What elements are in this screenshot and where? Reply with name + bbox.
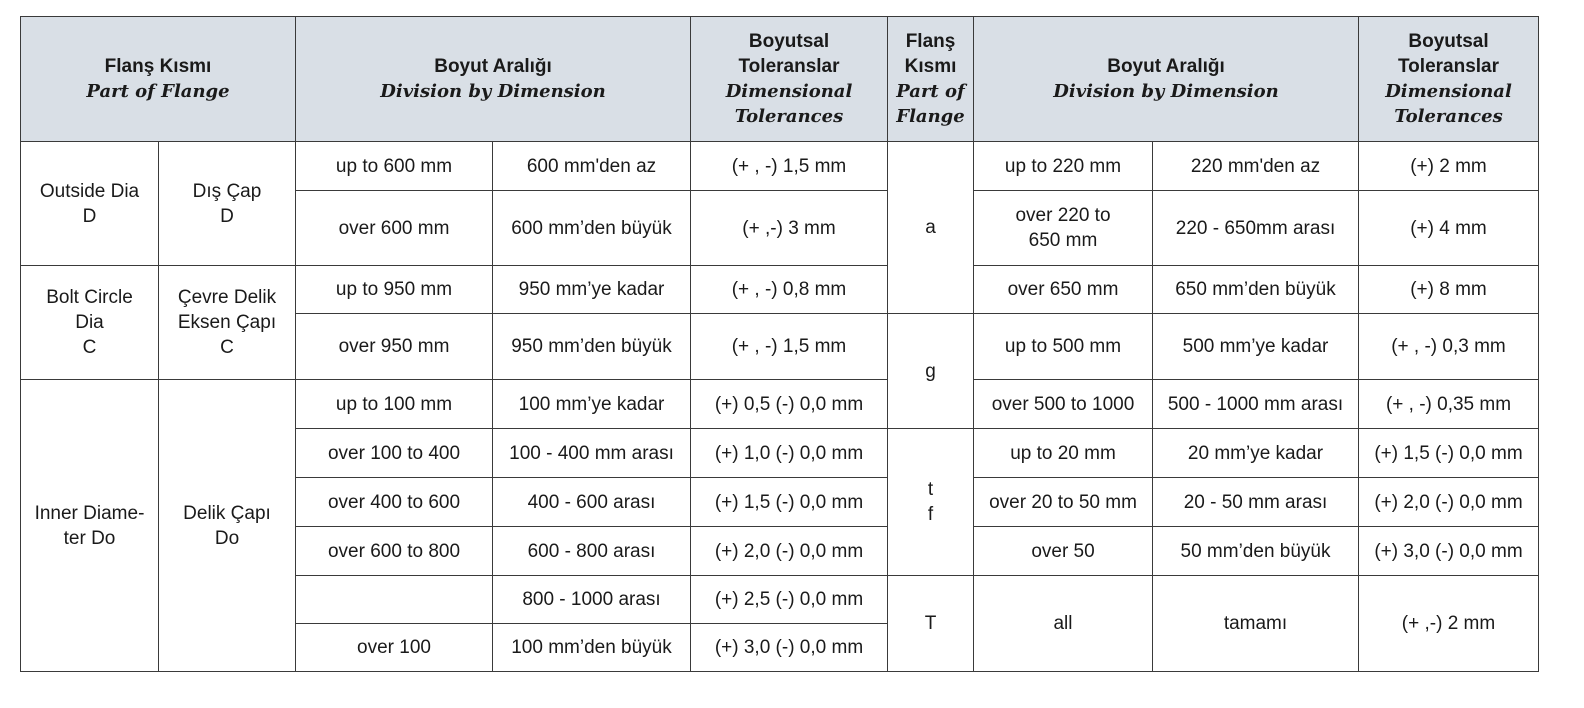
left-tolerance: (+) 1,0 (-) 0,0 mm	[691, 429, 888, 478]
right-tolerance: (+) 2,0 (-) 0,0 mm	[1359, 478, 1539, 527]
part-bolt-circle-tr: Çevre Delik Eksen Çapı C	[159, 266, 296, 380]
left-range-tr: 100 mm’ye kadar	[493, 380, 691, 429]
left-tolerance: (+) 0,5 (-) 0,0 mm	[691, 380, 888, 429]
header-row	[21, 17, 1539, 142]
left-range-en: over 600 to 800	[296, 527, 493, 576]
left-tolerance: (+) 3,0 (-) 0,0 mm	[691, 624, 888, 672]
left-range-tr: 600 mm'den az	[493, 142, 691, 191]
table-row	[21, 142, 1539, 191]
left-range-tr: 100 mm’den büyük	[493, 624, 691, 672]
right-tolerance: (+) 1,5 (-) 0,0 mm	[1359, 429, 1539, 478]
tolerance-table	[20, 16, 1539, 672]
left-range-en: over 400 to 600	[296, 478, 493, 527]
right-tolerance: (+) 3,0 (-) 0,0 mm	[1359, 527, 1539, 576]
left-range-en: up to 600 mm	[296, 142, 493, 191]
part-a: a	[888, 142, 974, 314]
right-range-tr: 650 mm’den büyük	[1153, 266, 1359, 314]
table-row	[21, 266, 1539, 314]
left-range-tr: 100 - 400 mm arası	[493, 429, 691, 478]
left-tolerance: (+ , -) 0,8 mm	[691, 266, 888, 314]
left-range-en: over 100 to 400	[296, 429, 493, 478]
right-tolerance: (+) 4 mm	[1359, 191, 1539, 266]
right-range-en: all	[974, 576, 1153, 672]
right-range-en: over 650 mm	[974, 266, 1153, 314]
part-t-f: t f	[888, 429, 974, 576]
left-tolerance: (+ , -) 1,5 mm	[691, 142, 888, 191]
header-dimensional-tolerances: Boyutsal Toleranslar Dimensional Tolerances	[691, 17, 888, 142]
left-range-en: up to 950 mm	[296, 266, 493, 314]
right-range-en: up to 220 mm	[974, 142, 1153, 191]
part-bolt-circle-en: Bolt Circle Dia C	[21, 266, 159, 380]
part-inner-diameter-en: Inner Diame- ter Do	[21, 380, 159, 672]
right-range-en: over 50	[974, 527, 1153, 576]
left-range-en	[296, 576, 493, 624]
left-range-en: over 950 mm	[296, 314, 493, 380]
right-range-tr: 220 mm'den az	[1153, 142, 1359, 191]
right-range-en: over 220 to 650 mm	[974, 191, 1153, 266]
left-tolerance: (+) 2,5 (-) 0,0 mm	[691, 576, 888, 624]
left-tolerance: (+ , -) 1,5 mm	[691, 314, 888, 380]
right-tolerance: (+) 8 mm	[1359, 266, 1539, 314]
right-range-en: over 20 to 50 mm	[974, 478, 1153, 527]
tolerance-table-wrapper	[20, 16, 1539, 672]
part-outside-dia-en: Outside Dia D	[21, 142, 159, 266]
table-row	[21, 380, 1539, 429]
right-tolerance: (+) 2 mm	[1359, 142, 1539, 191]
left-range-tr: 600 mm’den büyük	[493, 191, 691, 266]
right-range-tr: 50 mm’den büyük	[1153, 527, 1359, 576]
left-tolerance: (+ ,-) 3 mm	[691, 191, 888, 266]
right-range-tr: 500 - 1000 mm arası	[1153, 380, 1359, 429]
right-range-tr: 500 mm’ye kadar	[1153, 314, 1359, 380]
part-outside-dia-tr: Dış Çap D	[159, 142, 296, 266]
right-range-en: up to 500 mm	[974, 314, 1153, 380]
right-range-en: over 500 to 1000	[974, 380, 1153, 429]
header-part-of-flange: Flanş Kısmı Part of Flange	[21, 17, 296, 142]
left-range-tr: 950 mm’ye kadar	[493, 266, 691, 314]
left-range-tr: 950 mm’den büyük	[493, 314, 691, 380]
part-T: T	[888, 576, 974, 672]
part-g: g	[888, 314, 974, 429]
right-range-tr: 20 mm’ye kadar	[1153, 429, 1359, 478]
right-range-tr: tamamı	[1153, 576, 1359, 672]
right-tolerance: (+ ,-) 2 mm	[1359, 576, 1539, 672]
left-tolerance: (+) 2,0 (-) 0,0 mm	[691, 527, 888, 576]
left-tolerance: (+) 1,5 (-) 0,0 mm	[691, 478, 888, 527]
left-range-en: over 100	[296, 624, 493, 672]
part-inner-diameter-tr: Delik Çapı Do	[159, 380, 296, 672]
right-tolerance: (+ , -) 0,35 mm	[1359, 380, 1539, 429]
right-tolerance: (+ , -) 0,3 mm	[1359, 314, 1539, 380]
left-range-en: up to 100 mm	[296, 380, 493, 429]
left-range-tr: 400 - 600 arası	[493, 478, 691, 527]
right-range-tr: 20 - 50 mm arası	[1153, 478, 1359, 527]
left-range-en: over 600 mm	[296, 191, 493, 266]
left-range-tr: 600 - 800 arası	[493, 527, 691, 576]
right-range-tr: 220 - 650mm arası	[1153, 191, 1359, 266]
header-dimensional-tolerances-2: Boyutsal Toleranslar Dimensional Tolerances	[1359, 17, 1539, 142]
header-division-by-dimension: Boyut Aralığı Division by Dimension	[296, 17, 691, 142]
header-division-by-dimension-2: Boyut Aralığı Division by Dimension	[974, 17, 1359, 142]
right-range-en: up to 20 mm	[974, 429, 1153, 478]
header-part-of-flange-2: Flanş Kısmı Part of Flange	[888, 17, 974, 142]
left-range-tr: 800 - 1000 arası	[493, 576, 691, 624]
